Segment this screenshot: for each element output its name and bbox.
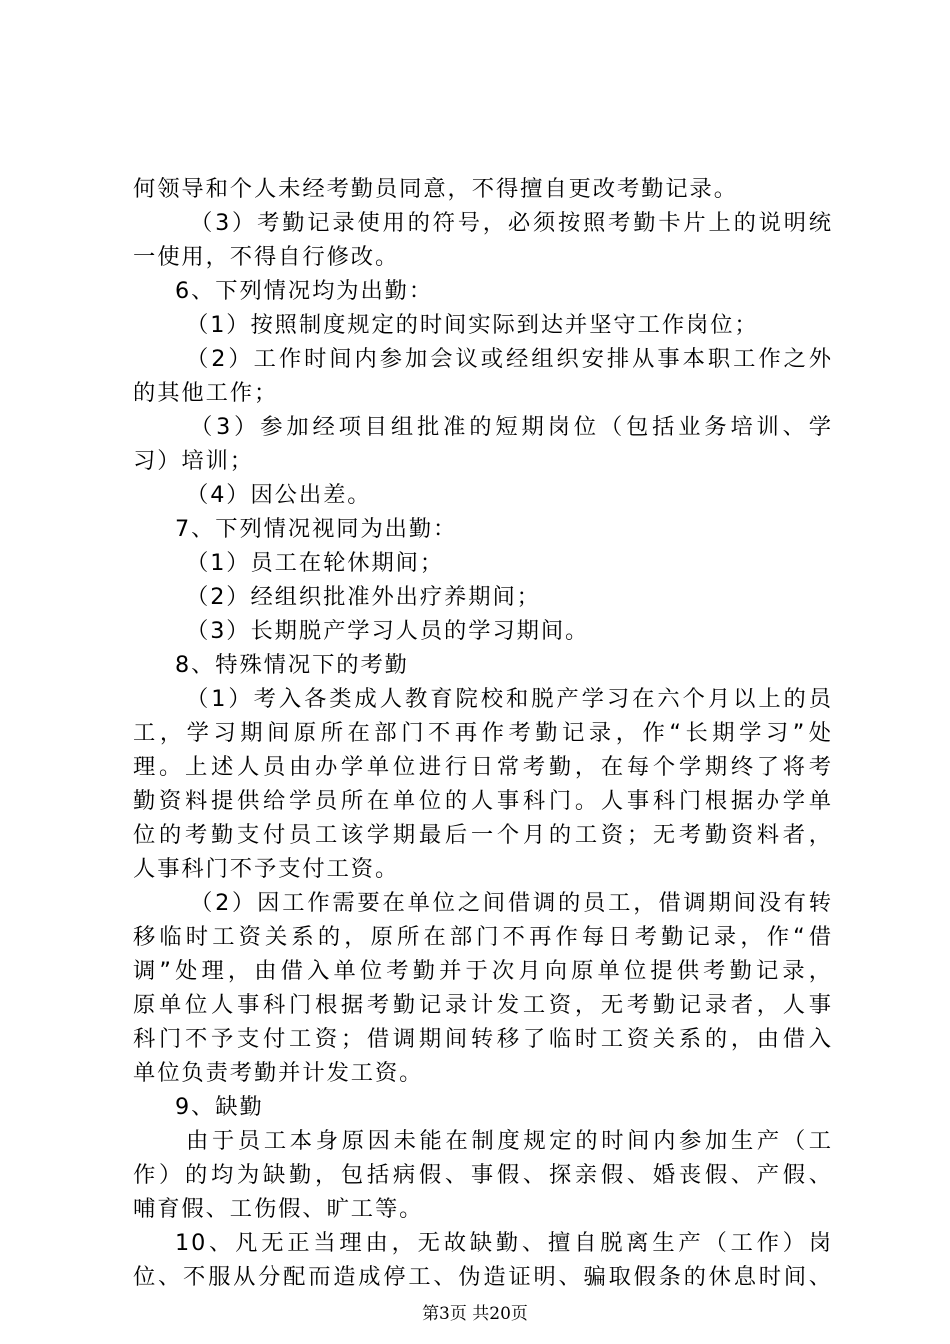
paragraph-line: 一使用，不得自行修改。 [133, 244, 400, 270]
section-heading: 9、缺勤 [175, 1094, 264, 1120]
list-item: （1）员工在轮休期间； [186, 550, 445, 576]
list-item: （2）因工作需要在单位之间借调的员工，借调期间没有转 [190, 890, 833, 916]
list-item: （1）考入各类成人教育院校和脱产学习在六个月以上的员 [186, 686, 833, 712]
paragraph-line: 移临时工资关系的，原所在部门不再作每日考勤记录，作“借 [133, 924, 833, 950]
paragraph-line: 哺育假、工伤假、旷工等。 [133, 1196, 424, 1222]
paragraph-line: 位的考勤支付员工该学期最后一个月的工资；无考勤资料者， [133, 822, 833, 848]
paragraph-line: 工，学习期间原所在部门不再作考勤记录，作“长期学习”处 [133, 720, 833, 746]
list-item: （3）参加经项目组批准的短期岗位（包括业务培训、学 [190, 414, 833, 440]
paragraph-line: 由于员工本身原因未能在制度规定的时间内参加生产（工 [186, 1128, 833, 1154]
paragraph-line: 理。上述人员由办学单位进行日常考勤，在每个学期终了将考 [133, 754, 833, 780]
section-heading: 7、下列情况视同为出勤： [175, 516, 458, 542]
page-footer: 第3页 共20页 [422, 1304, 528, 1324]
section-heading: 6、下列情况均为出勤： [175, 278, 434, 304]
list-item: （4）因公出差。 [186, 482, 372, 508]
paragraph-line: 人事科门不予支付工资。 [133, 856, 400, 882]
paragraph-line: 勤资料提供给学员所在单位的人事科门。人事科门根据办学单 [133, 788, 833, 814]
paragraph-line: 何领导和个人未经考勤员同意，不得擅自更改考勤记录。 [133, 176, 738, 202]
paragraph-line: 作）的均为缺勤，包括病假、事假、探亲假、婚丧假、产假、 [133, 1162, 833, 1188]
paragraph-line: 位、不服从分配而造成停工、伪造证明、骗取假条的休息时间、 [133, 1264, 833, 1290]
paragraph-line: 单位负责考勤并计发工资。 [133, 1060, 424, 1086]
list-item: （3）长期脱产学习人员的学习期间。 [186, 618, 590, 644]
list-item: （2）工作时间内参加会议或经组织安排从事本职工作之外 [186, 346, 833, 372]
section-heading: 10、凡无正当理由，无故缺勤、擅自脱离生产（工作）岗 [175, 1230, 833, 1256]
list-item: （1）按照制度规定的时间实际到达并坚守工作岗位； [186, 312, 759, 338]
paragraph-line: 习）培训； [133, 448, 254, 474]
paragraph-line: 调”处理，由借入单位考勤并于次月向原单位提供考勤记录， [133, 958, 833, 984]
paragraph-line: 科门不予支付工资；借调期间转移了临时工资关系的，由借入 [133, 1026, 833, 1052]
paragraph-line: （3）考勤记录使用的符号，必须按照考勤卡片上的说明统 [190, 210, 833, 236]
list-item: （2）经组织批准外出疗养期间； [186, 584, 541, 610]
paragraph-line: 原单位人事科门根据考勤记录计发工资，无考勤记录者，人事 [133, 992, 833, 1018]
section-heading: 8、特殊情况下的考勤 [175, 652, 409, 678]
paragraph-line: 的其他工作； [133, 380, 279, 406]
